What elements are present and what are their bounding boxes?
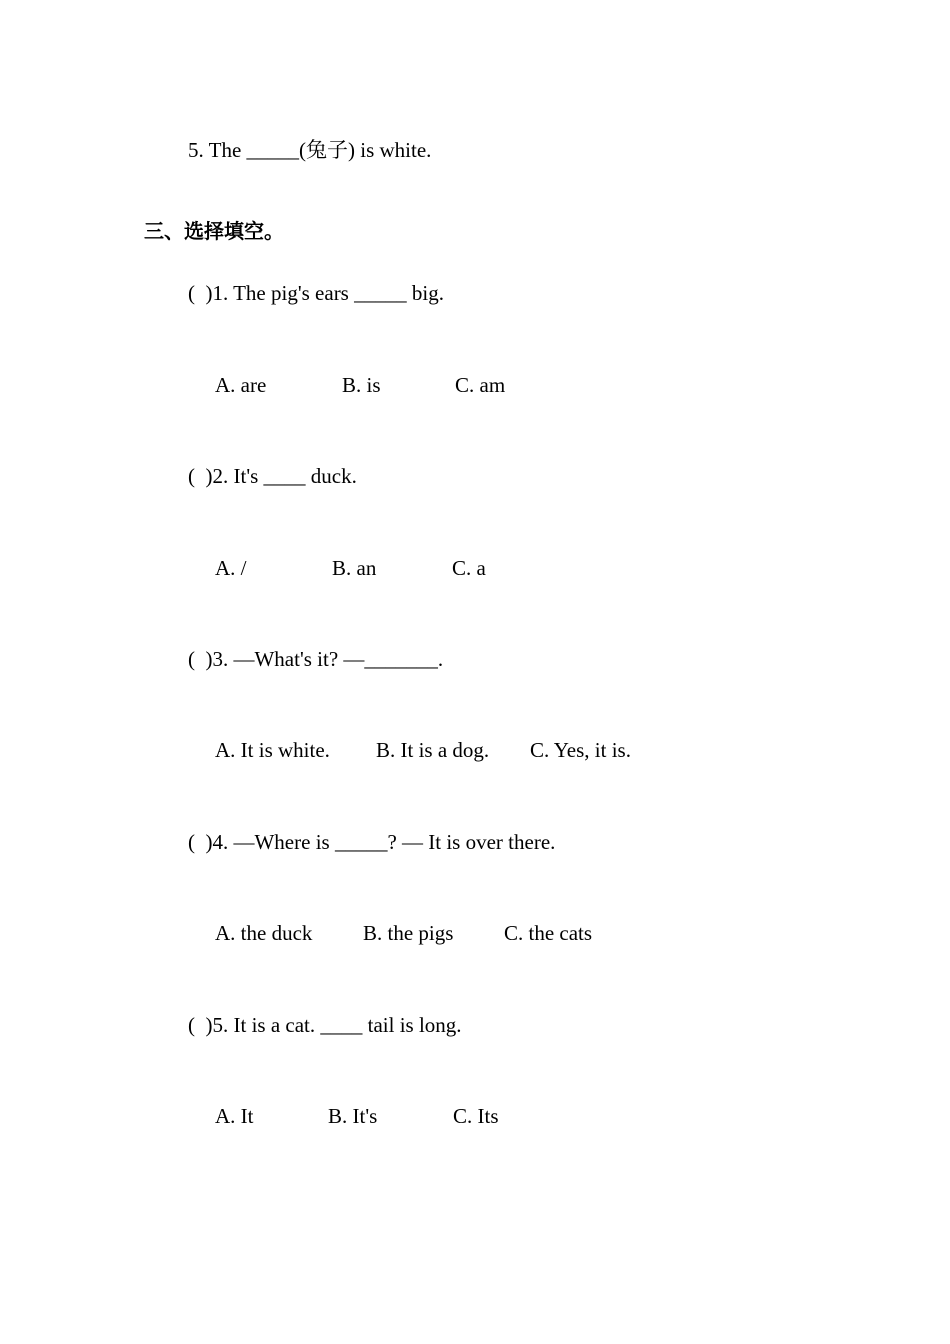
question-2-stem: ( )2. It's ____ duck.	[188, 464, 357, 488]
question-3-option-c: C. Yes, it is.	[530, 738, 631, 762]
question-4-option-c: C. the cats	[504, 921, 593, 945]
question-5-option-c: C. Its	[453, 1104, 499, 1128]
question-3-stem: ( )3. —What's it? —_______.	[188, 647, 444, 671]
section-heading: 三、选择填空。	[144, 219, 284, 243]
question-5-option-a: A. It	[215, 1104, 254, 1128]
question-4-stem: ( )4. —Where is _____? — It is over there.	[188, 830, 556, 854]
question-4-option-a: A. the duck	[215, 921, 313, 945]
question-1-option-c: C. am	[455, 373, 506, 397]
question-1-option-b: B. is	[342, 373, 381, 397]
question-1-stem: ( )1. The pig's ears _____ big.	[188, 281, 444, 305]
question-1-option-a: A. are	[215, 373, 267, 397]
question-2-option-c: C. a	[452, 556, 486, 580]
question-2-option-a: A. /	[215, 556, 247, 580]
question-2-option-b: B. an	[332, 556, 377, 580]
question-4-option-b: B. the pigs	[363, 921, 454, 945]
question-3-option-b: B. It is a dog.	[376, 738, 490, 762]
question-5-stem: ( )5. It is a cat. ____ tail is long.	[188, 1013, 462, 1037]
fill-blank-item-5: 5. The _____(兔子) is white.	[188, 138, 432, 162]
question-3-option-a: A. It is white.	[215, 738, 330, 762]
question-5-option-b: B. It's	[328, 1104, 378, 1128]
